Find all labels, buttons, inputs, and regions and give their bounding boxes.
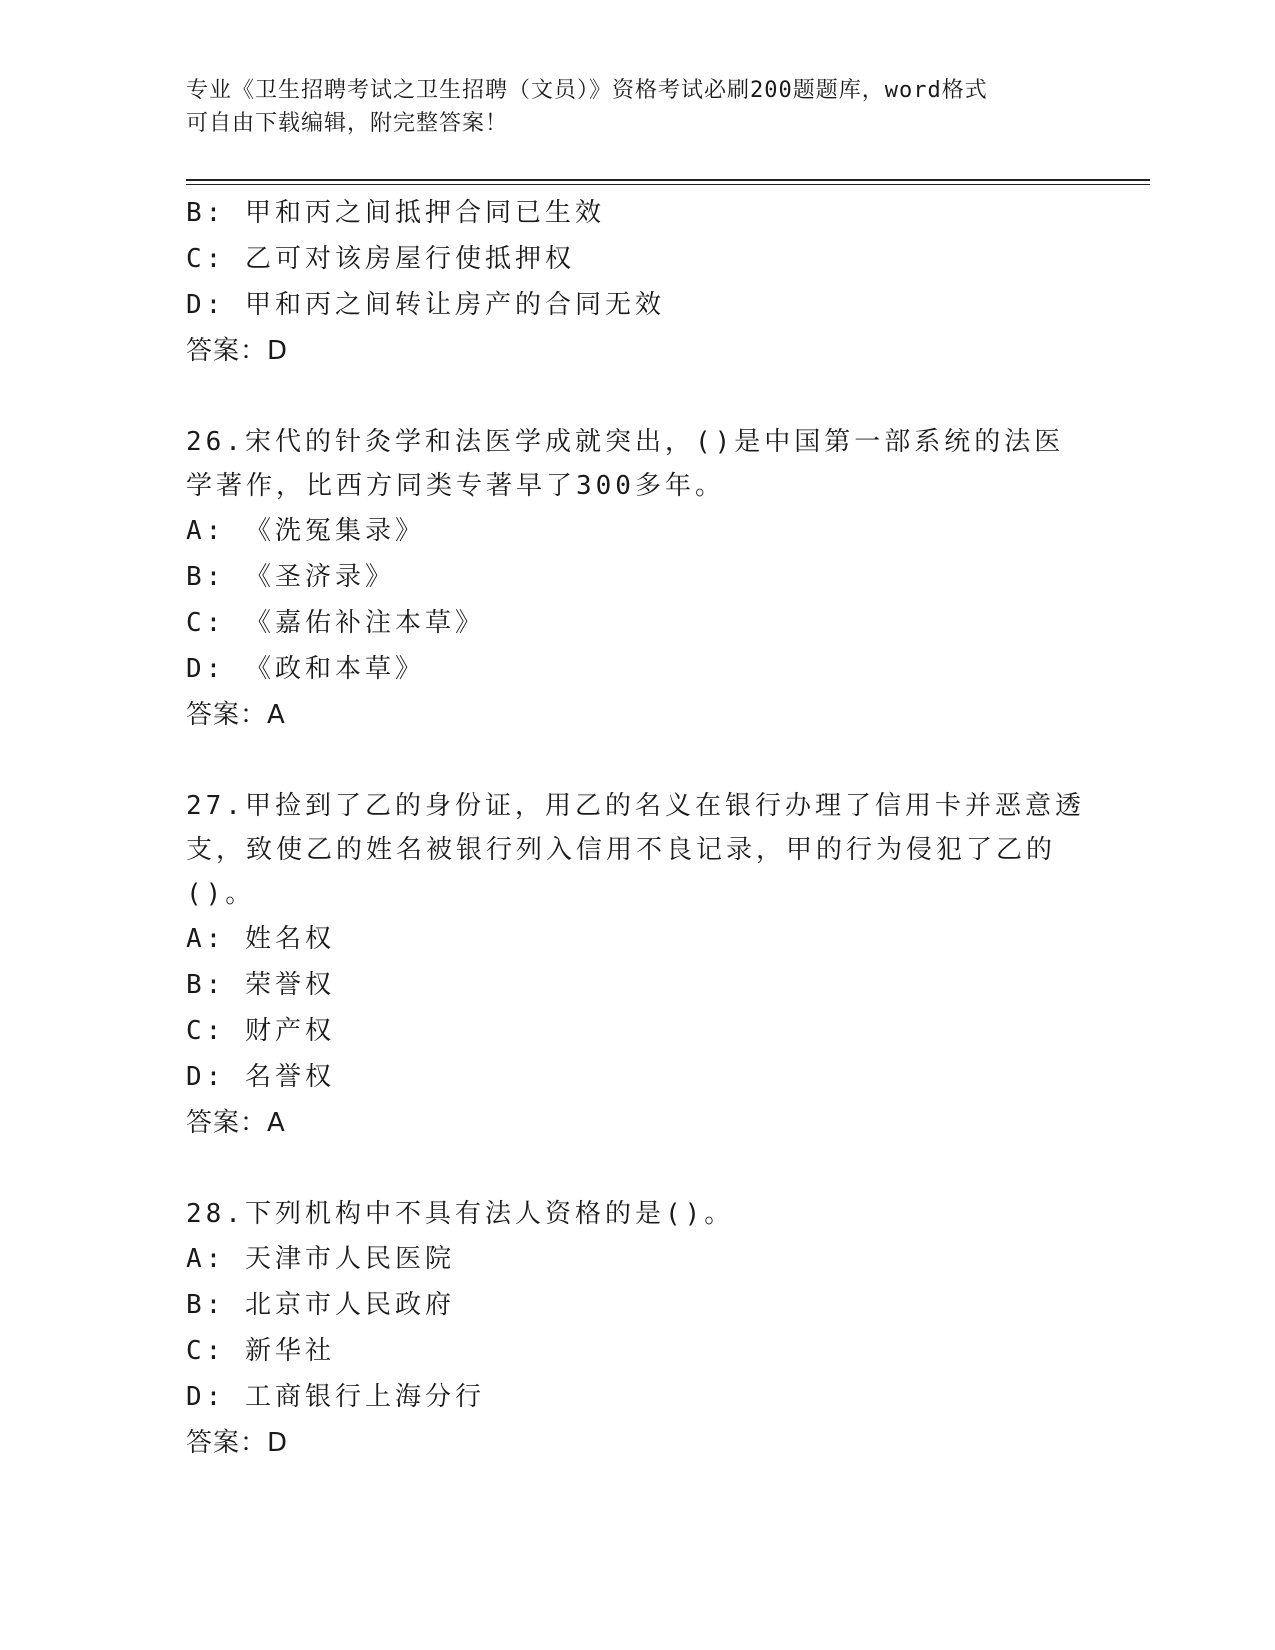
question-text: 28.下列机构中不具有法人资格的是()。 [186,1199,735,1229]
option-c: C: 财产权 [186,1016,335,1046]
option-d: D: 甲和丙之间转让房产的合同无效 [186,290,665,320]
option-c: C: 新华社 [186,1336,335,1366]
option-b: B: 荣誉权 [186,970,335,1000]
answer-line: 答案：A [186,700,286,730]
option-c: C: 《嘉佑补注本草》 [186,608,485,638]
option-a: A: 天津市人民医院 [186,1244,455,1274]
option-d: D: 工商银行上海分行 [186,1382,485,1412]
option-b: B: 北京市人民政府 [186,1290,455,1320]
option-a: A: 《洗冤集录》 [186,516,425,546]
option-d: D: 名誉权 [186,1062,335,1092]
document-header [186,74,1086,140]
option-b: B: 甲和丙之间抵押合同已生效 [186,198,605,228]
option-b: B: 《圣济录》 [186,562,395,592]
header-rule-thick [186,179,1150,181]
question-list [186,190,1086,1466]
option-c: C: 乙可对该房屋行使抵押权 [186,244,575,274]
answer-line: 答案：D [186,336,289,366]
question-text: 26.宋代的针灸学和法医学成就突出，()是中国第一部系统的法医学著作，比西方同类专著早了300多年。 [186,427,1065,501]
question-text: 27.甲捡到了乙的身份证，用乙的名义在银行办理了信用卡并恶意透支，致使乙的姓名被银行列入信用不良记录，甲的行为侵犯了乙的()。 [186,791,1085,909]
answer-line: 答案：A [186,1108,286,1138]
option-a: A: 姓名权 [186,924,335,954]
answer-line: 答案：D [186,1428,289,1458]
header-line-1: 专业《卫生招聘考试之卫生招聘（文员）》资格考试必刷200题题库，word格式 [186,78,988,103]
option-d: D: 《政和本草》 [186,654,425,684]
header-line-2: 可自由下载编辑，附完整答案！ [186,111,509,136]
header-rule-thin [186,184,1150,185]
